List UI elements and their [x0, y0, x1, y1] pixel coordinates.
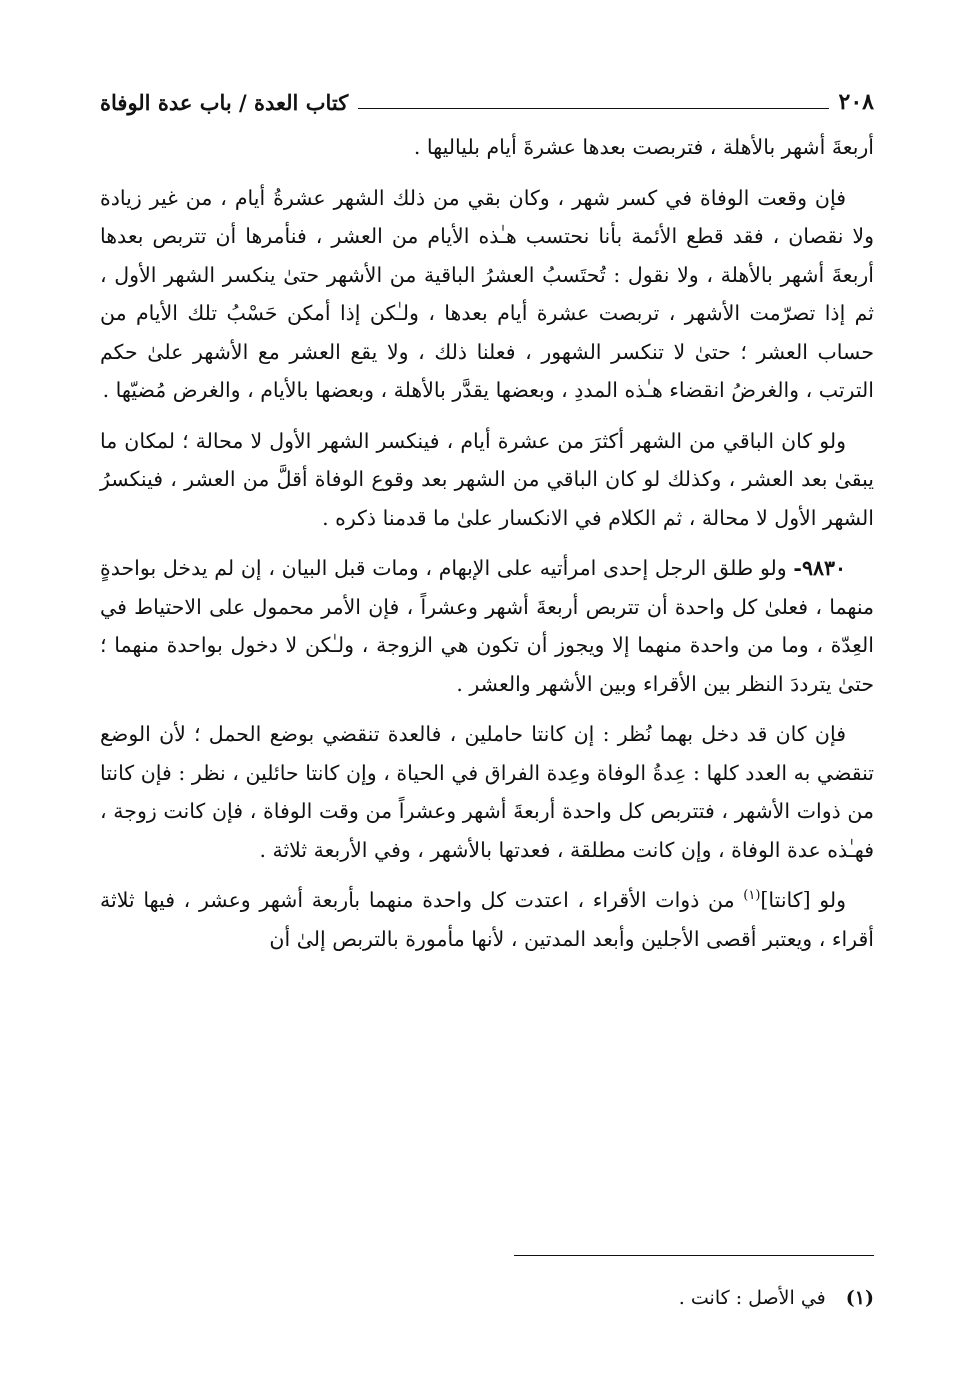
- issue-paragraph: [100, 549, 874, 703]
- page-number: ٢٠٨: [838, 89, 874, 115]
- paragraph: فإن كان قد دخل بهما نُظر : إن كانتا حاملين ، فالعدة تنقضي بوضع الحمل ؛ لأن الوضع تنقضي به العدد كلها : عِدةُ الوفاة وعِدة الفراق في الحياة ، وإن كانتا حائلين ، نظر : فإن كانتا من ذوات الأشهر ، فتتربص كل واحدة أربعةَ أشهر وعشراً من وقت الوفاة ، فإن كانت زوجة ، فهـٰذه عدة الوفاة ، وإن كانت مطلقة ، فعدتها بالأشهر ، وفي الأربعة ثلاثة .: [100, 722, 874, 862]
- chapter-title: كتاب العدة / باب عدة الوفاة: [100, 89, 349, 115]
- footnote-reference[interactable]: (١): [743, 888, 761, 904]
- issue-number: ٩٨٣٠-: [793, 556, 846, 580]
- footnote: [100, 1283, 874, 1313]
- footnote-number: (١): [845, 1287, 874, 1309]
- paragraph-text-start: ولو [كانتا]: [760, 888, 846, 912]
- header-rule: [358, 108, 828, 109]
- footnote-text: في الأصل : كانت .: [678, 1287, 826, 1309]
- footnote-rule: [514, 1255, 874, 1256]
- document-page: [100, 0, 874, 1396]
- paragraph-continuation: أربعةَ أشهر بالأهلة ، فتربصت بعدها عشرةَ أيام بلياليها .: [413, 135, 874, 159]
- paragraph: ولو كان الباقي من الشهر أكثرَ من عشرة أيام ، فينكسر الشهر الأول لا محالة ؛ لمكان ما يبقىٰ بعد العشر ، وكذلك لو كان الباقي من الشهر بعد وقوع الوفاة أقلَّ من العشر ، فينكسرُ الشهر الأول لا محالة ، ثم الكلام في الانكسار علىٰ ما قدمنا ذكره .: [100, 428, 874, 530]
- paragraph: فإن وقعت الوفاة في كسر شهر ، وكان بقي من ذلك الشهر عشرةُ أيام ، من غير زيادة ولا نقصان ، فقد قطع الأئمة بأنا نحتسب هـٰذه الأيام من العشر ، فنأمرها أن تتربص بعدها أربعةَ أشهر بالأهلة ، ولا نقول : تُحتَسبُ العشرُ الباقية من الأشهر حتىٰ ينكسر الشهر الأول ، ثم إذا تصرّمت الأشهر ، تربصت عشرة أيام بعدها ، ولـٰكن إذا أمكن حَسْبُ تلك الأيام من حساب العشر ؛ حتىٰ لا تنكسر الشهور ، فعلنا ذلك ، ولا يقع العشر مع الأشهر علىٰ حكم الترتب ، والغرضُ انقضاء هـٰذه المددِ ، وبعضها يقدَّر بالأهلة ، وبعضها بالأيام ، والغرض مُضيّها .: [100, 185, 874, 402]
- paragraph-text-end: من ذوات الأقراء ، اعتدت كل واحدة منهما بأربعة أشهر وعشر ، فيها ثلاثة أقراء ، ويعتبر أقصى الأجلين وأبعد المدتين ، لأنها مأمورة بالتربص إلىٰ أن: [100, 888, 874, 951]
- paragraph-with-note: [100, 881, 874, 958]
- running-header: [100, 84, 874, 120]
- issue-text: ولو طلق الرجل إحدى امرأتيه على الإبهام ، ومات قبل البيان ، إن لم يدخل بواحدةٍ منهما ، فعلىٰ كل واحدة أن تتربص أربعةَ أشهر وعشراً ، فإن الأمر محمول على الاحتياط في العِدّة ، وما من واحدة منهما إلا ويجوز أن تكون هي الزوجة ، ولـٰكن لا دخول بواحدة منهما ؛ حتىٰ يترددَ النظر بين الأقراء وبين الأشهر والعشر .: [100, 556, 874, 696]
- main-text: [100, 128, 874, 970]
